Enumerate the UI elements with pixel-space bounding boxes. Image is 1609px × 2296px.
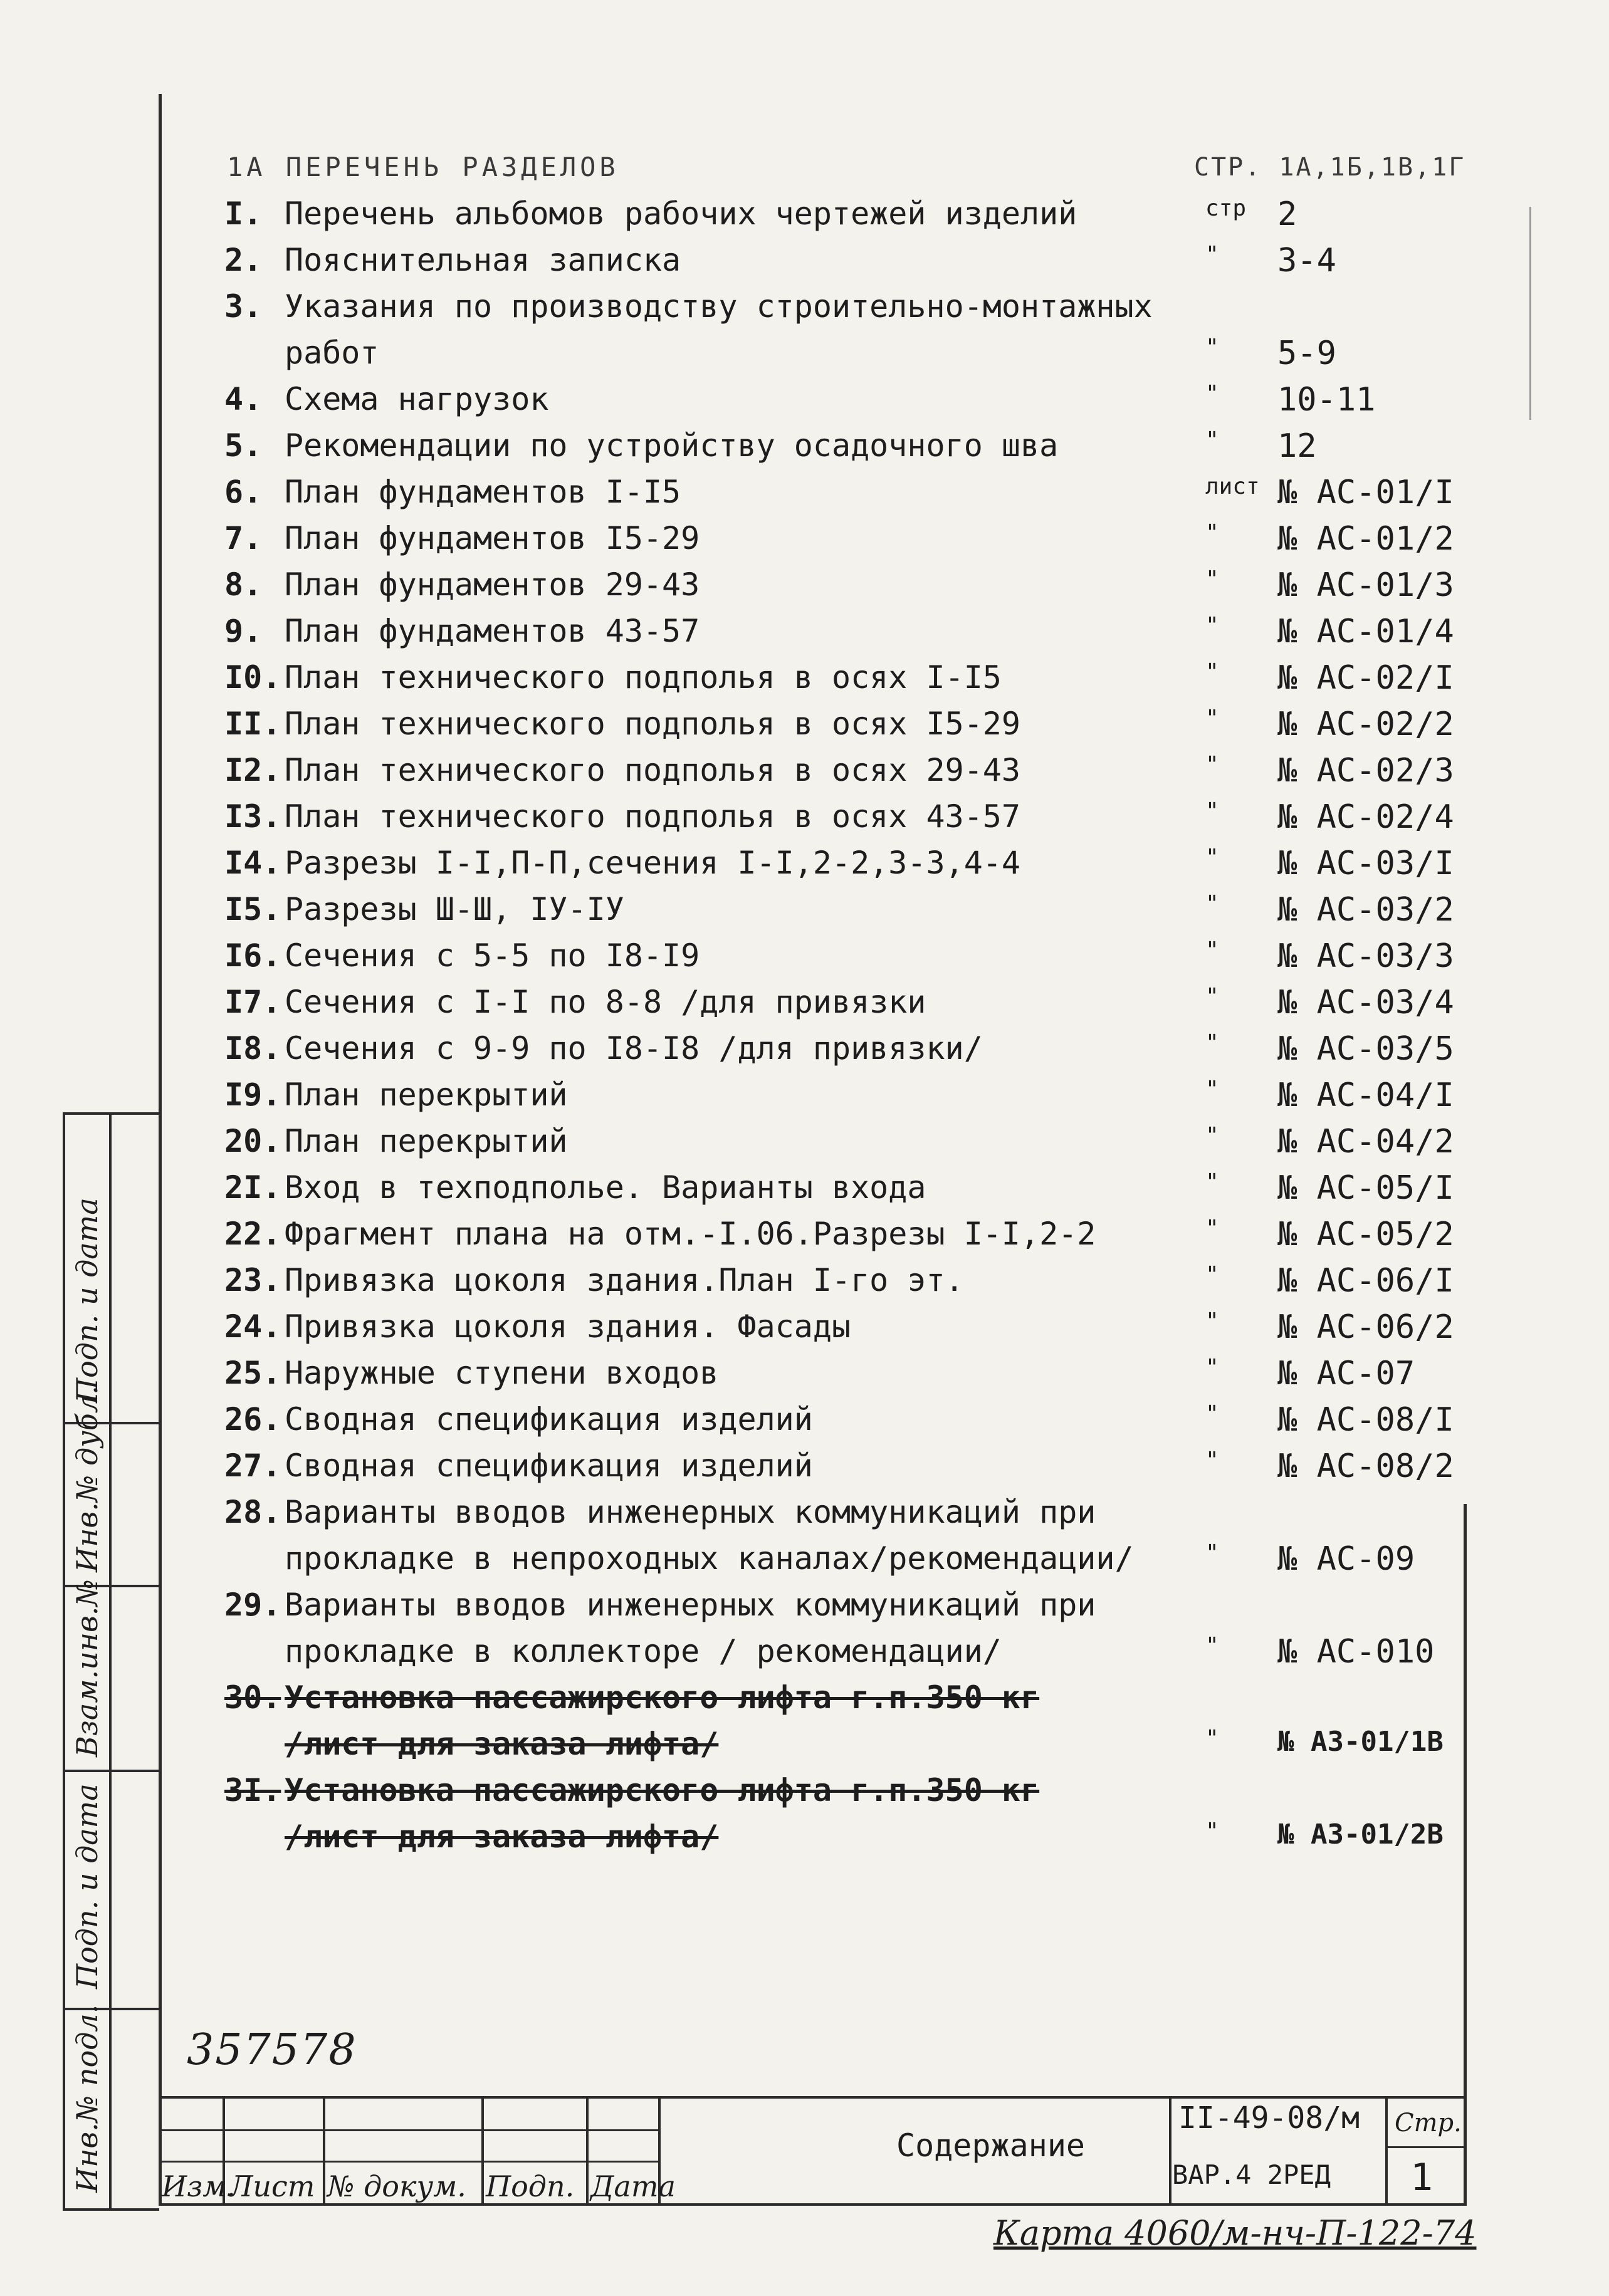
entry-ditto-mark: " [1205, 1216, 1219, 1241]
entry-sheet-code: № АС-04/2 [1277, 1123, 1454, 1161]
contents-entry [224, 798, 1484, 845]
entry-number: I. [224, 196, 263, 232]
entry-sheet-code: № АС-010 [1277, 1633, 1435, 1671]
entry-title: Указания по производству строительно-монтажных [285, 288, 1153, 325]
contents-entry [224, 706, 1484, 752]
stamp-column [63, 1112, 159, 2211]
contents-entry [224, 288, 1484, 372]
entry-number: 26. [224, 1401, 281, 1438]
entry-ditto-mark: " [1205, 1726, 1219, 1751]
entry-sheet-code: № АС-03/2 [1277, 891, 1454, 929]
entry-title: Сечения с I-I по 8-8 /для привязки [285, 984, 926, 1020]
stamp-sign-date-bottom: Подп. и дата [70, 1783, 104, 1989]
contents-entry [224, 196, 1484, 242]
title-block-col-line [1169, 2096, 1171, 2203]
entry-number: I9. [224, 1077, 281, 1113]
inventory-number: 357578 [187, 2025, 357, 2075]
entry-number: 7. [224, 520, 263, 556]
entry-title-continuation: работ [285, 335, 379, 371]
title-block-col-sign: Подп. [486, 2169, 575, 2203]
entry-sheet-code: № АЗ-01/2В [1277, 1819, 1444, 1850]
entry-sheet-code: № АС-03/4 [1277, 984, 1454, 1021]
entry-title: План технического подполья в осях 29-43 [285, 752, 1020, 788]
contents-entry [224, 474, 1484, 520]
title-block-sheet-line [1385, 2146, 1467, 2148]
contents-entry [224, 242, 1484, 288]
contents-entry [224, 613, 1484, 659]
entry-sheet-code: № АС-08/I [1277, 1401, 1454, 1439]
entry-ditto-mark: " [1205, 1308, 1219, 1334]
entry-ditto-mark: " [1205, 566, 1219, 592]
entry-ditto-mark: " [1205, 891, 1219, 917]
entry-sheet-code: № АС-06/2 [1277, 1308, 1454, 1346]
title-block-col-line [323, 2096, 325, 2203]
entry-title: Варианты вводов инженерных коммуникаций при [285, 1494, 1096, 1530]
entry-title: Разрезы I-I,П-П,сечения I-I,2-2,3-3,4-4 [285, 845, 1020, 881]
entry-title: План фундаментов I-I5 [285, 474, 681, 510]
title-block-col-line [481, 2096, 484, 2203]
contents-entry [224, 1216, 1484, 1262]
contents-entry [224, 1448, 1484, 1494]
entry-ditto-mark: " [1205, 1819, 1219, 1844]
entry-sheet-code: № АС-03/I [1277, 845, 1454, 882]
title-block-row-line [159, 2129, 658, 2131]
contents-entry [224, 520, 1484, 566]
section-list-page-ref: СТР. 1А,1Б,1В,1Г [1194, 153, 1466, 182]
entry-title: Установка пассажирского лифта г.п.350 кг [285, 1772, 1040, 1808]
entry-number: 4. [224, 381, 263, 417]
contents-entry [224, 1772, 1484, 1855]
entry-ditto-mark: " [1205, 937, 1219, 963]
entry-number: I2. [224, 752, 281, 788]
contents-entry [224, 1123, 1484, 1169]
entry-sheet-code: 5-9 [1277, 335, 1336, 372]
entry-title: Привязка цоколя здания.План I-го эт. [285, 1262, 964, 1298]
entry-number: 22. [224, 1216, 281, 1252]
entry-ditto-mark: " [1205, 1262, 1219, 1288]
entry-sheet-code: № АС-01/I [1277, 474, 1454, 511]
title-block-sheet-label: Стр. [1395, 2109, 1462, 2137]
entry-ditto-mark: " [1205, 1169, 1219, 1195]
entry-title-continuation: прокладке в непроходных каналах/рекомендации/ [285, 1540, 1134, 1577]
entry-sheet-code: № АС-02/4 [1277, 798, 1454, 836]
contents-entry [224, 1308, 1484, 1355]
entry-title: Вход в техподполье. Варианты входа [285, 1169, 926, 1206]
stamp-divider [65, 1770, 159, 1772]
contents-entry [224, 1679, 1484, 1762]
entry-ditto-mark: " [1205, 1448, 1219, 1473]
entry-title-continuation: /лист для заказа лифта/ [285, 1819, 719, 1855]
stamp-column-divider [109, 1115, 112, 2208]
entry-title: Установка пассажирского лифта г.п.350 кг [285, 1679, 1040, 1716]
entry-sheet-code: 10-11 [1277, 381, 1376, 419]
entry-number: I4. [224, 845, 281, 881]
entry-number: 24. [224, 1308, 281, 1345]
contents-entry [224, 1030, 1484, 1077]
entry-title: План технического подполья в осях I5-29 [285, 706, 1020, 742]
title-block-col-sheet: Лист [229, 2169, 315, 2203]
entry-ditto-mark: " [1205, 659, 1219, 685]
entry-number: 27. [224, 1448, 281, 1484]
stamp-sign-date-top: Подп. и дата [70, 1198, 104, 1403]
contents-entry [224, 566, 1484, 613]
title-block-variant: ВАР.4 2РЕД [1172, 2159, 1331, 2190]
entry-number: 9. [224, 613, 263, 649]
entry-ditto-mark: " [1205, 335, 1219, 360]
entry-ditto-mark: " [1205, 1633, 1219, 1659]
contents-entry [224, 937, 1484, 984]
entry-ditto-mark: " [1205, 427, 1219, 453]
entry-sheet-code: № АС-02/2 [1277, 706, 1454, 743]
entry-ditto-mark: " [1205, 1123, 1219, 1149]
entry-title: План технического подполья в осях 43-57 [285, 798, 1020, 835]
entry-number: I7. [224, 984, 281, 1020]
entry-title: Фрагмент плана на отм.-I.06.Разрезы I-I,2-2 [285, 1216, 1096, 1252]
entry-ditto-mark: " [1205, 381, 1219, 407]
entry-ditto-mark: " [1205, 1030, 1219, 1056]
entry-ditto-mark: " [1205, 1540, 1219, 1566]
stamp-inv-dup: Инв.№ дубл. [70, 1385, 104, 1572]
entry-sheet-code: № АС-05/I [1277, 1169, 1454, 1207]
entry-ditto-mark: " [1205, 845, 1219, 870]
contents-entry [224, 891, 1484, 937]
entry-title-continuation: прокладке в коллекторе / рекомендации/ [285, 1633, 1002, 1669]
entry-title: План фундаментов I5-29 [285, 520, 700, 556]
entry-title: Привязка цоколя здания. Фасады [285, 1308, 851, 1345]
entry-number: 2. [224, 242, 263, 278]
entry-title: Пояснительная записка [285, 242, 681, 278]
entry-title: Варианты вводов инженерных коммуникаций при [285, 1587, 1096, 1623]
entry-sheet-code: № АС-01/2 [1277, 520, 1454, 558]
entry-number: 8. [224, 566, 263, 603]
contents-entry [224, 1587, 1484, 1671]
entry-title: План перекрытий [285, 1123, 568, 1159]
entry-number: I6. [224, 937, 281, 974]
entry-number: 6. [224, 474, 263, 510]
entry-number: 29. [224, 1587, 281, 1623]
entry-ditto-mark: стр [1205, 196, 1247, 221]
entry-ditto-mark: " [1205, 1355, 1219, 1380]
frame-right-mark [1529, 207, 1531, 420]
entry-number: I5. [224, 891, 281, 927]
entry-title: Разрезы Ш-Ш, IУ-IУ [285, 891, 624, 927]
entry-number: 2I. [224, 1169, 281, 1206]
contents-entry [224, 1262, 1484, 1308]
section-list-title: 1А ПЕРЕЧЕНЬ РАЗДЕЛОВ [227, 152, 619, 182]
entry-sheet-code: № АС-02/3 [1277, 752, 1454, 790]
contents-entry [224, 381, 1484, 427]
entry-number: I3. [224, 798, 281, 835]
entry-sheet-code: № АС-06/I [1277, 1262, 1454, 1300]
entry-number: 3I. [224, 1772, 281, 1808]
entry-ditto-mark: лист [1205, 474, 1260, 499]
contents-entry [224, 984, 1484, 1030]
entry-number: I0. [224, 659, 281, 696]
entry-sheet-code: № АС-01/4 [1277, 613, 1454, 650]
footer-handwritten-note: Карта 4060/м-нч-П-122-74 [993, 2213, 1477, 2253]
entry-sheet-code: № АЗ-01/1В [1277, 1726, 1444, 1758]
entry-sheet-code: № АС-08/2 [1277, 1448, 1454, 1485]
entry-ditto-mark: " [1205, 520, 1219, 546]
entry-number: 23. [224, 1262, 281, 1298]
contents-entry [224, 1401, 1484, 1448]
entry-number: II. [224, 706, 281, 742]
entry-title: Схема нагрузок [285, 381, 549, 417]
entry-title: Перечень альбомов рабочих чертежей изделий [285, 196, 1077, 232]
title-block-row-line [159, 2161, 658, 2163]
entry-ditto-mark: " [1205, 1401, 1219, 1427]
entry-ditto-mark: " [1205, 1077, 1219, 1102]
contents-entry [224, 1077, 1484, 1123]
entry-sheet-code: № АС-02/I [1277, 659, 1454, 697]
entry-number: 30. [224, 1679, 281, 1716]
entry-sheet-code: 3-4 [1277, 242, 1336, 279]
title-block-col-line [1385, 2096, 1388, 2203]
entry-title: План технического подполья в осях I-I5 [285, 659, 1002, 696]
entry-number: 28. [224, 1494, 281, 1530]
entry-title: Наружные ступени входов [285, 1355, 719, 1391]
contents-entry [224, 1355, 1484, 1401]
entry-ditto-mark: " [1205, 242, 1219, 268]
entry-ditto-mark: " [1205, 752, 1219, 778]
entry-ditto-mark: " [1205, 798, 1219, 824]
title-block-code: II-49-08/м [1178, 2100, 1360, 2136]
entry-sheet-code: № АС-05/2 [1277, 1216, 1454, 1253]
contents-entry [224, 845, 1484, 891]
entry-number: I8. [224, 1030, 281, 1067]
entry-sheet-code: № АС-07 [1277, 1355, 1415, 1392]
title-block-col-doc: № докум. [327, 2169, 466, 2203]
title-block-sheet-number: 1 [1410, 2156, 1433, 2199]
contents-entry [224, 427, 1484, 474]
entry-sheet-code: 12 [1277, 427, 1317, 465]
entry-title: План фундаментов 29-43 [285, 566, 700, 603]
entry-ditto-mark: " [1205, 984, 1219, 1010]
contents-entry [224, 659, 1484, 706]
entry-number: 25. [224, 1355, 281, 1391]
entry-ditto-mark: " [1205, 613, 1219, 639]
entry-sheet-code: № АС-03/3 [1277, 937, 1454, 975]
contents-entry [224, 1169, 1484, 1216]
entry-ditto-mark: " [1205, 706, 1219, 731]
contents-entry [224, 752, 1484, 798]
title-block-title: Содержание [896, 2127, 1086, 2164]
entry-title: Сводная спецификация изделий [285, 1401, 813, 1438]
title-block-col-change: Изм. [162, 2169, 236, 2203]
stamp-inv-orig: Инв.№ подл. [70, 2004, 104, 2193]
entry-title: Сводная спецификация изделий [285, 1448, 813, 1484]
title-block-top-line [159, 2096, 1467, 2099]
entry-sheet-code: № АС-04/I [1277, 1077, 1454, 1114]
entry-title: План фундаментов 43-57 [285, 613, 700, 649]
entry-sheet-code: № АС-01/3 [1277, 566, 1454, 604]
contents-entry [224, 1494, 1484, 1578]
entry-sheet-code: 2 [1277, 196, 1297, 233]
entry-title-continuation: /лист для заказа лифта/ [285, 1726, 719, 1762]
entry-sheet-code: № АС-09 [1277, 1540, 1415, 1578]
entry-title: Сечения с 9-9 по I8-I8 /для привязки/ [285, 1030, 983, 1067]
entry-number: 20. [224, 1123, 281, 1159]
title-block-bottom-line [159, 2203, 1467, 2206]
entry-number: 3. [224, 288, 263, 325]
title-block-col-line [586, 2096, 589, 2203]
stamp-replace-inv: Взам.инв.№ [70, 1579, 104, 1757]
entry-title: План перекрытий [285, 1077, 568, 1113]
entry-number: 5. [224, 427, 263, 464]
entry-title: Рекомендации по устройству осадочного шва [285, 427, 1059, 464]
title-block-col-date: Дата [590, 2169, 676, 2203]
entry-title: Сечения с 5-5 по I8-I9 [285, 937, 700, 974]
entry-sheet-code: № АС-03/5 [1277, 1030, 1454, 1068]
